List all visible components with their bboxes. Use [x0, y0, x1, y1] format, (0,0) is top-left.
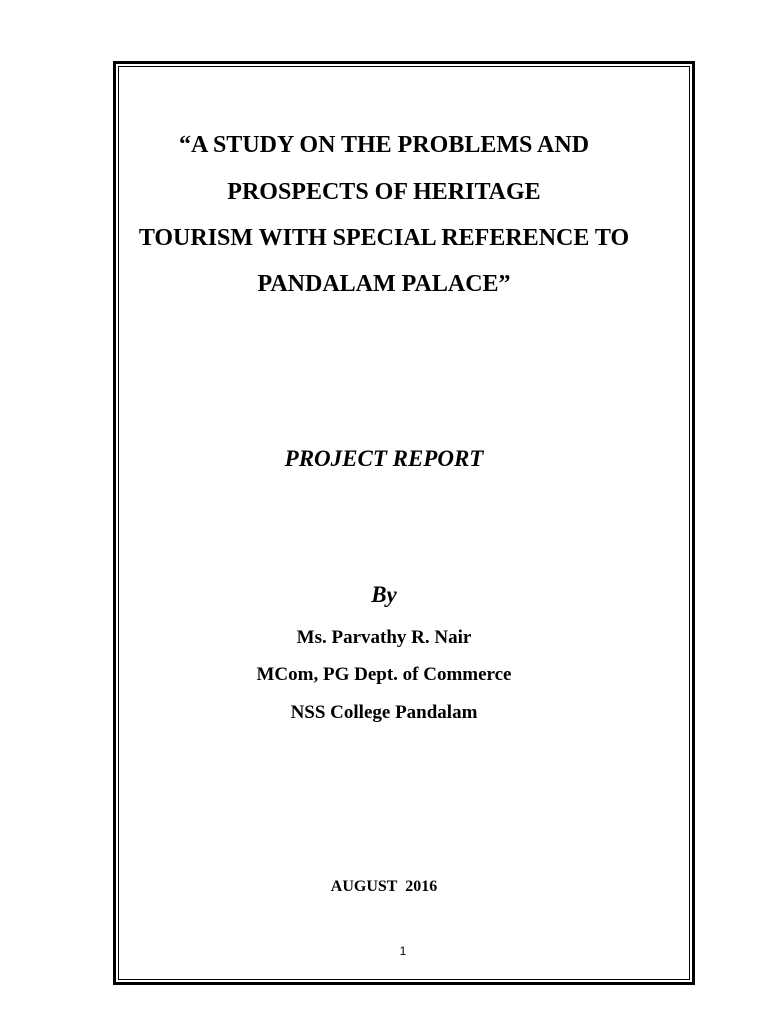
page-number: 1	[399, 944, 407, 958]
title-line-4: PANDALAM PALACE”	[257, 271, 511, 297]
report-date: AUGUST 2016	[330, 878, 438, 895]
title-line-2: PROSPECTS OF HERITAGE	[227, 179, 541, 205]
title-line-1: “A STUDY ON THE PROBLEMS AND	[178, 132, 590, 158]
by-label: By	[371, 582, 397, 607]
report-type: PROJECT REPORT	[284, 446, 484, 471]
author-college: NSS College Pandalam	[290, 702, 478, 723]
author-name: Ms. Parvathy R. Nair	[296, 627, 472, 648]
title-line-3: TOURISM WITH SPECIAL REFERENCE TO	[138, 225, 630, 251]
author-department: MCom, PG Dept. of Commerce	[256, 664, 512, 685]
